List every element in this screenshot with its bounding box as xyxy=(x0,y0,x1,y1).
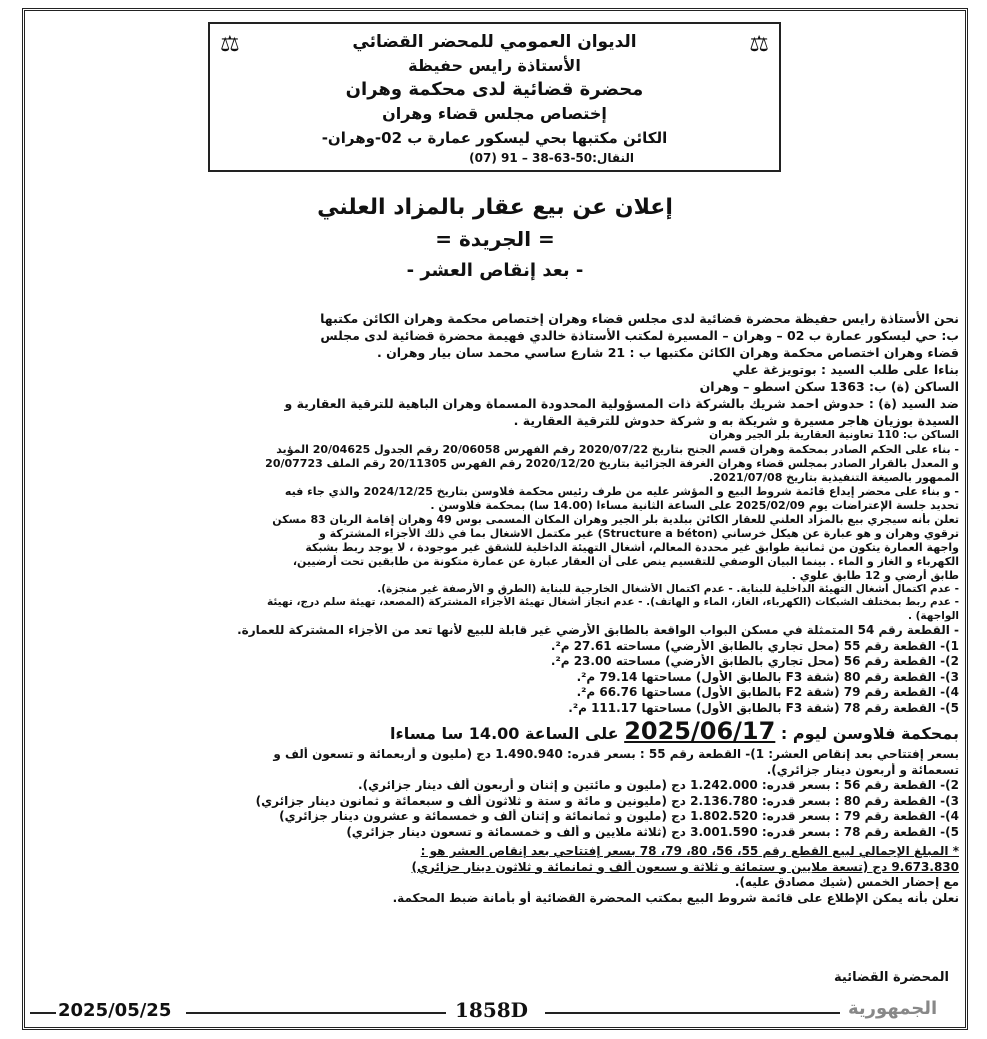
hearing-time: على الساعة 14.00 سا مساءا xyxy=(390,724,619,743)
lot-price: 2)- القطعة رقم 56 : بسعر قدره: 1.242.000 دج (مليون و مائتين و إثنان و أربعون ألف دينار جزائري). xyxy=(358,778,959,792)
conditions-line: تحديد جلسة الإعتراضات يوم 2025/02/09 على الساعة الثانية مساءا (14.00 سا) بمحكمة فلاوسن . xyxy=(430,498,959,512)
consultation-note: نعلن بأنه يمكن الإطلاع على قائمة شروط البيع بمكتب المحضرة القضائية أو بأمانة ضبط المحكمة. xyxy=(392,890,959,905)
intro-line: ب: حي ليسكور عمارة ب 02 – وهران – المسيرة لمكتب الأستاذة خالدي فهيمة محضرة قضائية لدى مجلس xyxy=(320,328,959,343)
judgment-line: و المعدل بالقرار الصادر بمجلس قضاء وهران الغرفة الجزائية بتاريخ 2020/12/20 رقم الفهرس 20/11305 رقم الملف 20/07723 xyxy=(265,456,959,470)
divider xyxy=(186,1012,446,1014)
publication-code: 1858D xyxy=(455,998,529,1022)
scales-of-justice-icon: ⚖ xyxy=(749,32,769,57)
lot-item: 1)- القطعة رقم 55 (محل تجاري بالطابق الأرضي) مساحته 27.61 م². xyxy=(550,638,959,653)
judgment-line: الممهور بالصيغة التنفيذية بتاريخ 2021/07/08. xyxy=(708,470,959,484)
opening-price-line: بسعر إفتتاحي بعد إنقاص العشر: 1)- القطعة رقم 55 : بسعر قدره: 1.490.940 دج (مليون و أربعمائة و تسعون ألف و xyxy=(273,747,959,761)
bailiff-name: الأستاذة رايس حفيظة xyxy=(408,56,581,75)
defendant-line: ضد السيد (ة) : حدوش احمد شريك بالشركة ذات المسؤولية المحدودة المسماة وهران الباهية للترقية العقارية و xyxy=(284,396,959,411)
announcement-titles xyxy=(200,192,790,288)
hearing-line xyxy=(30,718,959,747)
lot-price: 4)- القطعة رقم 79 : بسعر قدره: 1.802.520 دج (مليون و ثمانمائة و إثنان ألف و خمسمائة و عشرون دينار جزائري) xyxy=(279,809,959,823)
intro-line: نحن الأستاذة رايس حفيظة محضرة قضائية لدى مجلس قضاء وهران إختصاص محكمة وهران الكائن مكتبها xyxy=(320,311,959,326)
excluded-lot: - القطعة رقم 54 المتمثلة في مسكن البواب الواقعة بالطابق الأرضي غير قابلة للبيع لأنها تعد من الأجزاء المشتركة للعمارة. xyxy=(237,623,959,637)
property-description: ترقوي وهران و هو عبارة عن هيكل خرساني (Structure a béton) غير مكتمل الاشغال بما في ذلك الأجزاء المشتركة و xyxy=(318,526,959,540)
newspaper-label: = الجريدة = xyxy=(435,227,555,251)
publication-date: 2025/05/25 xyxy=(58,1000,172,1021)
bailiff-header xyxy=(208,22,781,172)
office-phone: النقال:50-63-38 – 91 (07) xyxy=(469,151,634,165)
announcement-body xyxy=(30,310,959,906)
after-reduction-label: - بعد إنقاص العشر - xyxy=(406,260,584,281)
office-name: الديوان العمومي للمحضر القضائي xyxy=(352,32,637,52)
scales-of-justice-icon: ⚖ xyxy=(220,32,240,57)
divider xyxy=(30,1012,56,1014)
opening-price-line: تسعمائة و أربعون دينار جزائري). xyxy=(766,762,959,777)
conditions-line: - و بناء على محضر إيداع قائمة شروط البيع و المؤشر عليه من طرف رئيس محكمة فلاوسن بتاريخ 2024/12/25 والذي جاء فيه xyxy=(284,484,959,498)
lot-item: 5)- القطعة رقم 78 (شقة F3 بالطابق الأول) مساحتها 111.17 م². xyxy=(568,700,959,715)
hearing-court: بمحكمة فلاوسن ليوم : xyxy=(780,724,959,743)
property-description: طابق أرضي و 12 طابق علوي . xyxy=(791,568,959,582)
defendant-line: السيدة بوزيان هاجر مسيرة و شريكة به و شركة حدوش للترقية العقارية . xyxy=(513,413,959,428)
property-note: - عدم ربط بمختلف الشبكات (الكهرباء، الغاز، الماء و الهاتف). - عدم انجاز أشغال تهيئة الأجزاء المشتركة (المصعد، تهيئة سلم درج، تهيئة xyxy=(266,596,959,608)
deposit-note: مع إحضار الخمس (شيك مصادق عليه). xyxy=(734,875,959,889)
property-description: الكهرباء و الغاز و الماء . بينما البيان الوصفي للتقسيم ينص على أن العقار عبارة عن عمارة متكونة من طابقين تحت أرضيين، xyxy=(292,554,959,568)
property-note: - عدم اكتمال أشغال التهيئة الداخلية للبناية. - عدم اكتمال الأشغال الخارجية للبناية (الطرق و الأرصفة غير منجزة). xyxy=(377,582,959,595)
plaintiff-line: بناءا على طلب السيد : بوتويزغة علي xyxy=(732,362,959,377)
bailiff-title: محضرة قضائية لدى محكمة وهران xyxy=(345,79,644,100)
hearing-date: 2025/06/17 xyxy=(624,718,776,745)
lot-price: 3)- القطعة رقم 80 : بسعر قدره: 2.136.780 دج (مليونين و مائة و ستة و ثلاثون ألف و سبعمائة و ثمانون دينار جزائري) xyxy=(255,793,959,808)
jurisdiction: إختصاص مجلس قضاء وهران xyxy=(382,104,607,123)
bailiff-stamp: المحضرة القضائية xyxy=(834,970,949,985)
newspaper-logo: الجمهورية xyxy=(848,998,938,1019)
lot-price: 5)- القطعة رقم 78 : بسعر قدره: 3.001.590 دج (ثلاثة ملايين و ألف و خمسمائة و تسعون دينار جزائري) xyxy=(346,824,959,839)
defendant-address: الساكن ب: 110 تعاونية العقارية بلر الجير وهران xyxy=(709,429,959,441)
judgment-line: - بناء على الحكم الصادر بمحكمة وهران قسم الجنح بتاريخ 2020/07/22 رقم الفهرس 20/06058 رقم الجدول 20/04625 المؤيد xyxy=(276,442,959,456)
divider xyxy=(545,1012,840,1014)
total-price-line: * المبلغ الإجمالي لبيع القطع رقم 55، 56، 80، 79، 78 بسعر إفتتاحي بعد إنقاص العشر هو : xyxy=(420,844,959,858)
intro-line: قضاء وهران اختصاص محكمة وهران الكائن مكتبها ب : 21 شارع ساسي محمد سان بيار وهران . xyxy=(376,345,959,360)
property-description: تعلن بأنه سيجري بيع بالمزاد العلني للعقار الكائن ببلدية بلر الجير وهران المكان المسمى بوس 49 وهران إقامة الريان 83 مسكن xyxy=(272,512,959,526)
total-price-line: 9.673.830 دج (تسعة ملايين و ستمائة و ثلاثة و سبعون ألف و ثمانمائة و ثلاثون دينار جزائري) xyxy=(411,859,959,874)
lot-item: 4)- القطعة رقم 79 (شقة F2 بالطابق الأول) مساحتها 66.76 م². xyxy=(576,685,959,699)
main-title: إعلان عن بيع عقار بالمزاد العلني xyxy=(317,195,673,220)
lot-item: 3)- القطعة رقم 80 (شقة F3 بالطابق الأول) مساحتها 79.14 م². xyxy=(576,669,959,684)
lot-item: 2)- القطعة رقم 56 (محل تجاري بالطابق الأرضي) مساحته 23.00 م². xyxy=(550,654,959,668)
property-description: واجهة العمارة يتكون من ثمانية طوابق غير محددة المعالم، أشغال التهيئة الداخلية للشقق غير موجودة ، لا يوجد ربط بشبكة xyxy=(305,540,959,554)
plaintiff-address: الساكن (ة) ب: 1363 سكن اسطو – وهران xyxy=(699,379,959,394)
office-address: الكائن مكتبها بحي ليسكور عمارة ب 02-وهران- xyxy=(321,129,668,147)
property-note: الواجهة) . xyxy=(907,609,959,622)
